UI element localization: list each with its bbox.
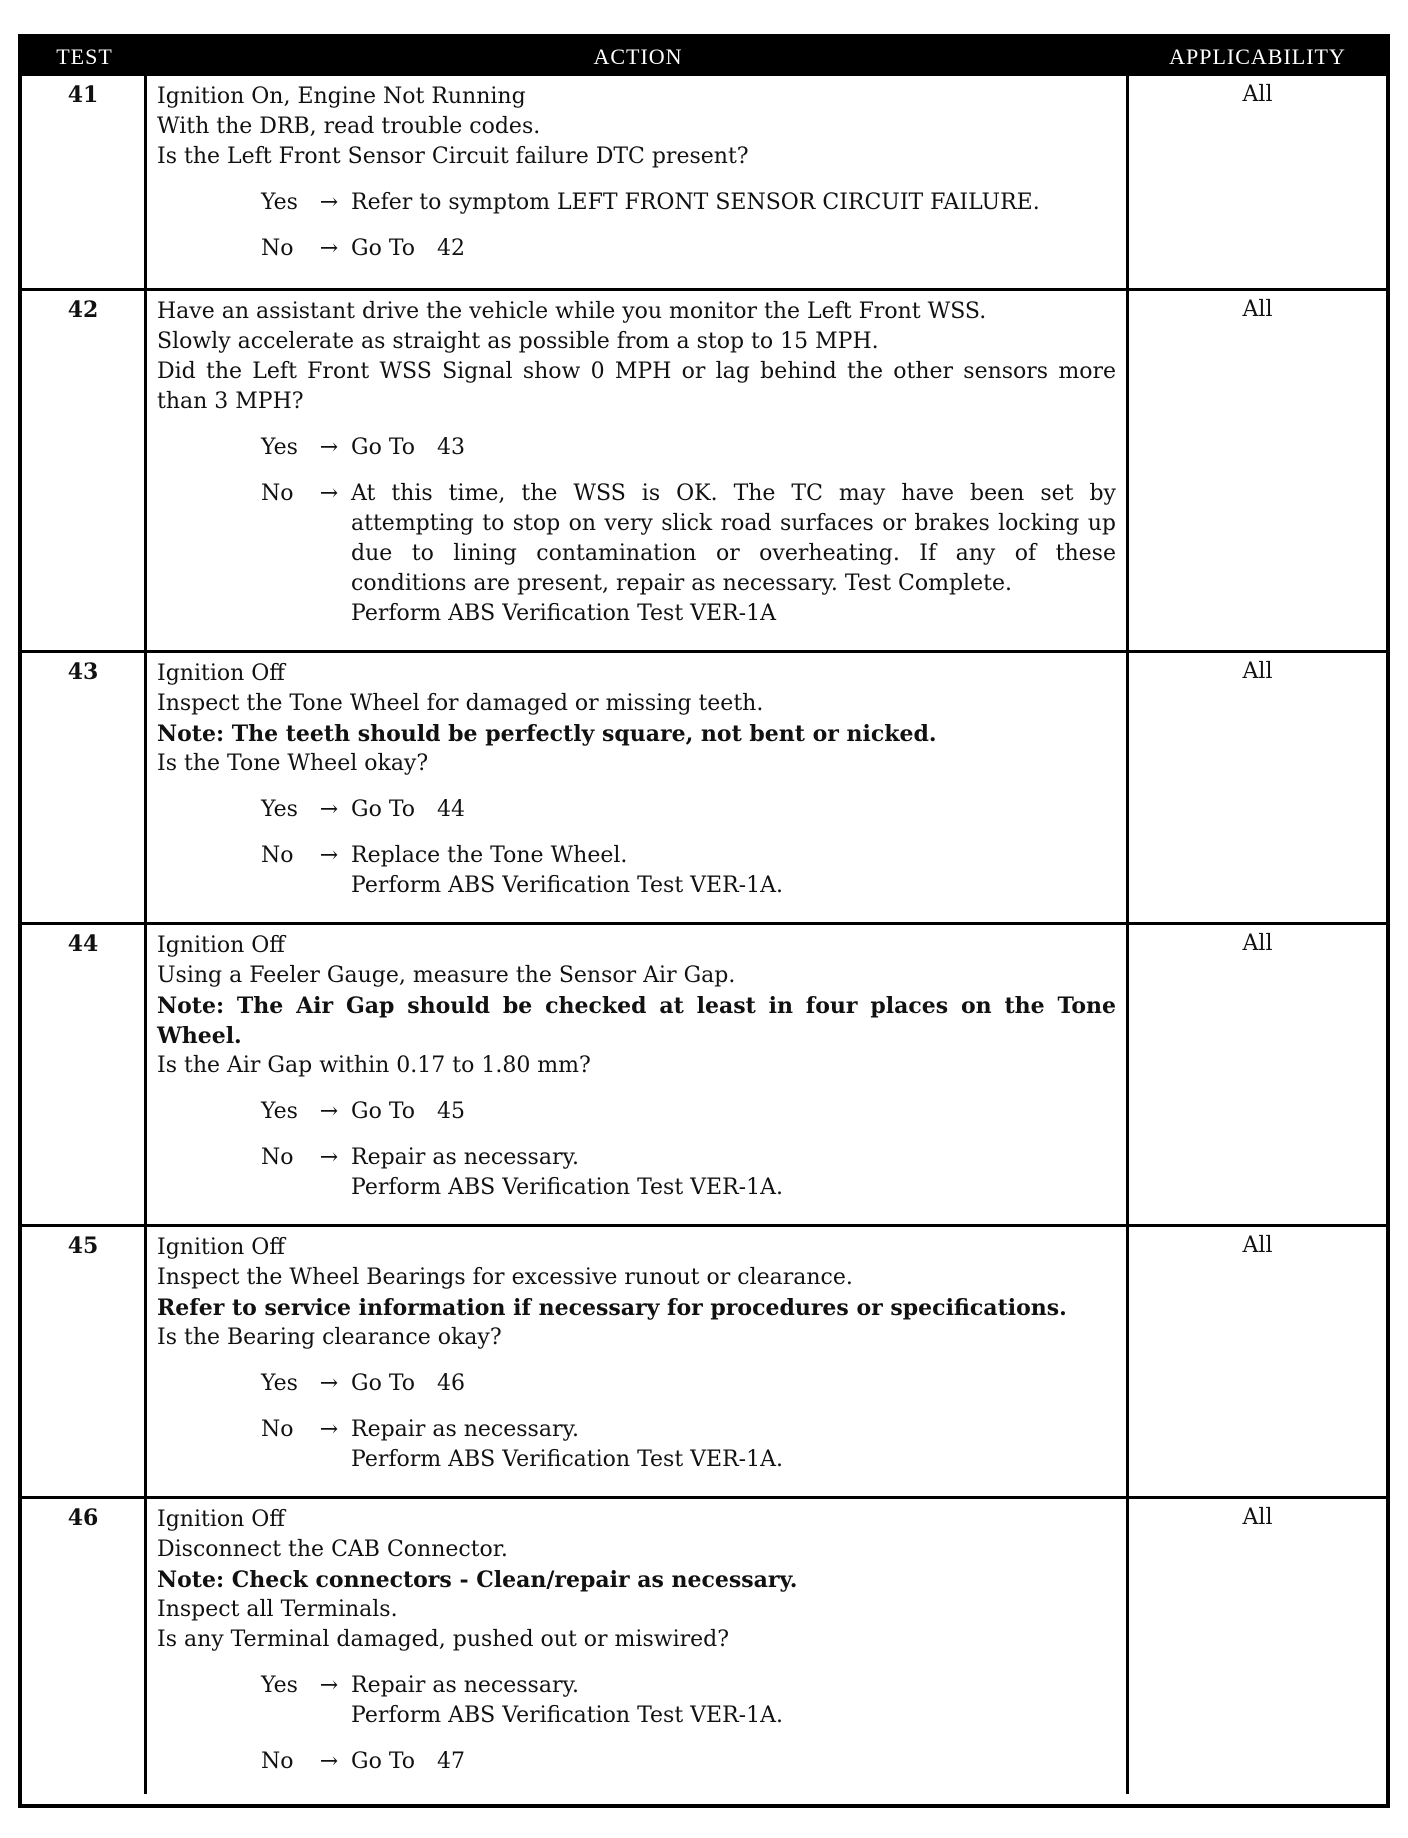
table-row: [22, 1496, 1386, 1794]
goto-test-number: 45: [437, 1099, 466, 1124]
branch-label: No: [261, 1749, 294, 1774]
branch-label: Yes: [261, 1371, 298, 1396]
action-line: Ignition Off: [157, 1507, 285, 1532]
action-line: Is the Bearing clearance okay?: [157, 1325, 502, 1350]
test-number: 41: [22, 76, 147, 288]
result-line: Perform ABS Verification Test VER-1A: [351, 601, 777, 626]
arrow-icon: →: [319, 435, 339, 460]
action-line: Using a Feeler Gauge, measure the Sensor Air Gap.: [157, 963, 736, 988]
branch-no: [261, 1143, 1116, 1203]
branch-result: [351, 188, 1116, 218]
table-row: [22, 1224, 1386, 1496]
test-number: 44: [22, 925, 147, 1224]
action-cell: [147, 76, 1129, 288]
arrow-icon: →: [319, 1417, 339, 1442]
diagnostic-table: [18, 34, 1390, 1808]
result-line: Repair as necessary.: [351, 1145, 579, 1170]
action-cell: [147, 653, 1129, 922]
branch-no: [261, 841, 1116, 901]
action-line: Is the Left Front Sensor Circuit failure DTC present?: [157, 144, 749, 169]
arrow-icon: →: [319, 1145, 339, 1170]
goto-test-number: 44: [437, 797, 466, 822]
note-line: Refer to service information if necessary for procedures or specifications.: [157, 1295, 1067, 1321]
arrow-icon: →: [319, 1371, 339, 1396]
table-header: [22, 38, 1386, 76]
goto-text: Go To: [351, 1749, 416, 1774]
applicability-cell: All: [1242, 82, 1273, 107]
note-line: Note: The Air Gap should be checked at least in four places on the Tone Wheel.: [157, 993, 1116, 1049]
result-line: Replace the Tone Wheel.: [351, 843, 628, 868]
arrow-icon: →: [319, 843, 339, 868]
arrow-icon: →: [319, 236, 339, 261]
action-line: Ignition On, Engine Not Running: [157, 84, 526, 109]
goto-text: Go To: [351, 435, 416, 460]
branch-no: [261, 1747, 1116, 1777]
note-line: Note: Check connectors - Clean/repair as necessary.: [157, 1567, 798, 1593]
action-line: Inspect the Tone Wheel for damaged or missing teeth.: [157, 691, 764, 716]
branch-label: No: [261, 1145, 294, 1170]
result-line: Perform ABS Verification Test VER-1A.: [351, 1175, 783, 1200]
result-line: Repair as necessary.: [351, 1417, 579, 1442]
applicability-cell: All: [1242, 297, 1273, 322]
action-line: Disconnect the CAB Connector.: [157, 1537, 508, 1562]
result-line: Perform ABS Verification Test VER-1A.: [351, 1703, 783, 1728]
action-cell: [147, 1227, 1129, 1496]
table-row: [22, 288, 1386, 650]
test-number: 43: [22, 653, 147, 922]
goto-text: Go To: [351, 1371, 416, 1396]
applicability-cell: All: [1242, 1233, 1273, 1258]
action-cell: [147, 1499, 1129, 1794]
arrow-icon: →: [319, 1673, 339, 1698]
goto-text: Go To: [351, 236, 416, 261]
arrow-icon: →: [319, 1749, 339, 1774]
test-number: 46: [22, 1499, 147, 1794]
result-line: Refer to symptom LEFT FRONT SENSOR CIRCUIT FAILURE.: [351, 190, 1040, 215]
arrow-icon: →: [319, 481, 339, 506]
goto-text: Go To: [351, 797, 416, 822]
header-action: ACTION: [593, 44, 683, 69]
action-line: With the DRB, read trouble codes.: [157, 114, 541, 139]
header-test: TEST: [56, 44, 113, 69]
goto-test-number: 46: [437, 1371, 466, 1396]
table-row: [22, 76, 1386, 288]
branch-yes: [261, 433, 1116, 463]
branch-yes: [261, 1369, 1116, 1399]
table-row: [22, 650, 1386, 922]
branch-yes: [261, 795, 1116, 825]
arrow-icon: →: [319, 190, 339, 215]
arrow-icon: →: [319, 797, 339, 822]
branch-result: [351, 1747, 1116, 1777]
test-number: 45: [22, 1227, 147, 1496]
result-line: Perform ABS Verification Test VER-1A.: [351, 873, 783, 898]
branch-label: Yes: [261, 190, 298, 215]
action-line: Have an assistant drive the vehicle while you monitor the Left Front WSS.: [157, 299, 987, 324]
header-applicability: APPLICABILITY: [1169, 44, 1346, 69]
branch-result: [351, 1369, 1116, 1399]
branch-no: [261, 234, 1116, 264]
action-line: Inspect the Wheel Bearings for excessive runout or clearance.: [157, 1265, 853, 1290]
arrow-icon: →: [319, 1099, 339, 1124]
branch-label: No: [261, 1417, 294, 1442]
branch-result: [351, 1415, 1116, 1475]
applicability-cell: All: [1242, 931, 1273, 956]
branch-label: Yes: [261, 797, 298, 822]
result-line: Perform ABS Verification Test VER-1A.: [351, 1447, 783, 1472]
branch-label: Yes: [261, 1673, 298, 1698]
branch-yes: [261, 1671, 1116, 1731]
branch-result: [351, 1143, 1116, 1203]
action-cell: [147, 291, 1129, 650]
branch-result: [351, 1097, 1116, 1127]
branch-yes: [261, 1097, 1116, 1127]
result-line: Repair as necessary.: [351, 1673, 579, 1698]
applicability-cell: All: [1242, 659, 1273, 684]
test-number: 42: [22, 291, 147, 650]
action-line: Inspect all Terminals.: [157, 1597, 398, 1622]
goto-text: Go To: [351, 1099, 416, 1124]
goto-test-number: 42: [437, 236, 466, 261]
table-row: [22, 922, 1386, 1224]
applicability-cell: All: [1242, 1505, 1273, 1530]
branch-label: No: [261, 236, 294, 261]
result-line: At this time, the WSS is OK. The TC may have been set by attempting to stop on very slick road surfaces or brakes locking up due to lining contamination or overheating. If any of these conditions are present, repair as necessary. Test Complete.: [351, 481, 1116, 596]
branch-no: [261, 1415, 1116, 1475]
action-line: Ignition Off: [157, 661, 285, 686]
goto-test-number: 47: [437, 1749, 466, 1774]
branch-label: No: [261, 481, 294, 506]
branch-label: Yes: [261, 1099, 298, 1124]
goto-test-number: 43: [437, 435, 466, 460]
action-line: Is the Air Gap within 0.17 to 1.80 mm?: [157, 1053, 591, 1078]
note-line: Note: The teeth should be perfectly square, not bent or nicked.: [157, 721, 937, 747]
branch-yes: [261, 188, 1116, 218]
branch-result: [351, 479, 1116, 629]
action-line: Is any Terminal damaged, pushed out or miswired?: [157, 1627, 730, 1652]
branch-result: [351, 433, 1116, 463]
action-line: Is the Tone Wheel okay?: [157, 751, 429, 776]
branch-result: [351, 841, 1116, 901]
action-cell: [147, 925, 1129, 1224]
action-line: Did the Left Front WSS Signal show 0 MPH or lag behind the other sensors more than 3 MPH?: [157, 359, 1116, 414]
branch-label: Yes: [261, 435, 298, 460]
action-line: Ignition Off: [157, 933, 285, 958]
action-line: Ignition Off: [157, 1235, 285, 1260]
branch-result: [351, 234, 1116, 264]
action-line: Slowly accelerate as straight as possible from a stop to 15 MPH.: [157, 329, 879, 354]
branch-label: No: [261, 843, 294, 868]
table-body: [22, 76, 1386, 1794]
branch-result: [351, 1671, 1116, 1731]
branch-no: [261, 479, 1116, 629]
branch-result: [351, 795, 1116, 825]
